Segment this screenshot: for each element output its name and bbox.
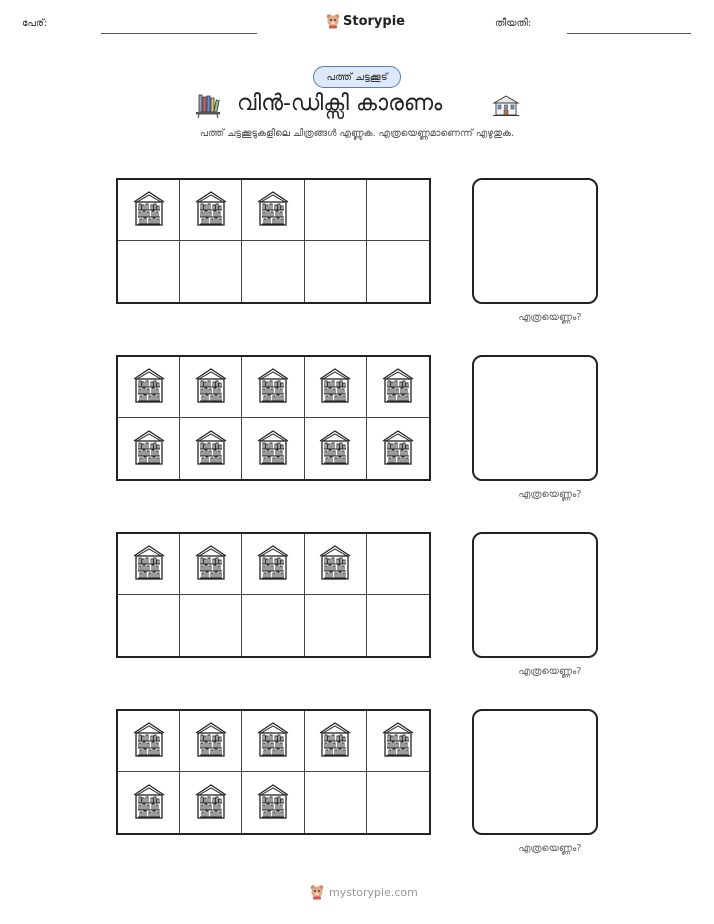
how-many-label: എത്രയെണ്ണം? <box>518 312 582 323</box>
storypie-logo <box>326 13 405 29</box>
ten-frame-cell <box>367 180 429 241</box>
footer <box>309 884 418 900</box>
ten-frame-cell <box>242 180 304 241</box>
library-icon <box>255 720 291 762</box>
ten-frame-cell <box>367 772 429 833</box>
ten-frame-cell <box>180 711 242 772</box>
library-icon <box>380 720 416 762</box>
ten-frame-cell <box>180 241 242 302</box>
ten-frame <box>116 355 431 481</box>
ten-frame-cell <box>118 534 180 595</box>
ten-frame-cell <box>180 357 242 418</box>
library-icon <box>193 428 229 470</box>
ten-frame <box>116 709 431 835</box>
ten-frame-cell <box>305 595 367 656</box>
library-icon <box>255 782 291 824</box>
topic-badge: പത്ത് ചട്ടക്കൂട് <box>313 66 401 88</box>
library-icon <box>131 366 167 408</box>
ten-frame-cell <box>305 711 367 772</box>
library-icon <box>193 543 229 585</box>
library-icon <box>131 543 167 585</box>
library-icon <box>255 189 291 231</box>
ten-frame-cell <box>180 180 242 241</box>
ten-frame-cell <box>367 241 429 302</box>
library-icon <box>255 428 291 470</box>
library-icon <box>380 428 416 470</box>
ten-frame-cell <box>367 357 429 418</box>
library-icon <box>317 543 353 585</box>
ten-frame-cell <box>305 534 367 595</box>
footer-url[interactable]: mystorypie.com <box>329 885 418 899</box>
ten-frame-cell <box>305 241 367 302</box>
ten-frame-cell <box>180 595 242 656</box>
library-icon <box>317 366 353 408</box>
how-many-label: എത്രയെണ്ണം? <box>518 489 582 500</box>
answer-box[interactable] <box>472 355 598 481</box>
ten-frame-cell <box>242 241 304 302</box>
bear-icon <box>326 13 340 29</box>
ten-frame-cell <box>242 357 304 418</box>
library-icon <box>255 543 291 585</box>
library-building-icon <box>492 95 520 117</box>
bookshelf-icon <box>194 93 222 119</box>
ten-frame-cell <box>118 711 180 772</box>
ten-frame-cell <box>367 418 429 479</box>
answer-box[interactable] <box>472 178 598 304</box>
answer-box[interactable] <box>472 532 598 658</box>
ten-frame-cell <box>180 418 242 479</box>
ten-frame-cell <box>242 595 304 656</box>
ten-frame-cell <box>118 357 180 418</box>
library-icon <box>193 720 229 762</box>
library-icon <box>255 366 291 408</box>
name-label: പേര്: <box>22 18 48 29</box>
bear-icon <box>309 884 325 900</box>
ten-frame-cell <box>118 595 180 656</box>
ten-frame-cell <box>305 180 367 241</box>
instructions: പത്ത് ചട്ടക്കൂടുകളിലെ ചിത്രങ്ങൾ എണ്ണുക. എത്രയെണ്ണമാണെന്ന് എഴുതുക. <box>199 128 515 139</box>
library-icon <box>193 782 229 824</box>
ten-frame-cell <box>305 772 367 833</box>
ten-frame-cell <box>180 772 242 833</box>
answer-box[interactable] <box>472 709 598 835</box>
library-icon <box>131 782 167 824</box>
library-icon <box>317 428 353 470</box>
ten-frame <box>116 178 431 304</box>
ten-frame-cell <box>118 772 180 833</box>
worksheet-title: വിൻ-ഡിക്സി കാരണം <box>237 91 443 116</box>
ten-frame-cell <box>305 357 367 418</box>
library-icon <box>317 720 353 762</box>
ten-frame-cell <box>305 418 367 479</box>
ten-frame <box>116 532 431 658</box>
date-label: തീയതി: <box>495 18 532 29</box>
library-icon <box>380 366 416 408</box>
library-icon <box>131 189 167 231</box>
ten-frame-cell <box>242 772 304 833</box>
ten-frame-cell <box>242 711 304 772</box>
name-field[interactable] <box>101 33 257 34</box>
ten-frame-cell <box>367 534 429 595</box>
ten-frame-cell <box>367 711 429 772</box>
library-icon <box>131 720 167 762</box>
library-icon <box>131 428 167 470</box>
how-many-label: എത്രയെണ്ണം? <box>518 666 582 677</box>
ten-frame-cell <box>242 418 304 479</box>
ten-frame-cell <box>118 241 180 302</box>
ten-frame-cell <box>367 595 429 656</box>
ten-frame-cell <box>180 534 242 595</box>
brand-name: Storypie <box>343 13 405 29</box>
library-icon <box>193 366 229 408</box>
how-many-label: എത്രയെണ്ണം? <box>518 843 582 854</box>
date-field[interactable] <box>567 33 691 34</box>
ten-frame-cell <box>118 180 180 241</box>
library-icon <box>193 189 229 231</box>
ten-frame-cell <box>242 534 304 595</box>
ten-frame-cell <box>118 418 180 479</box>
